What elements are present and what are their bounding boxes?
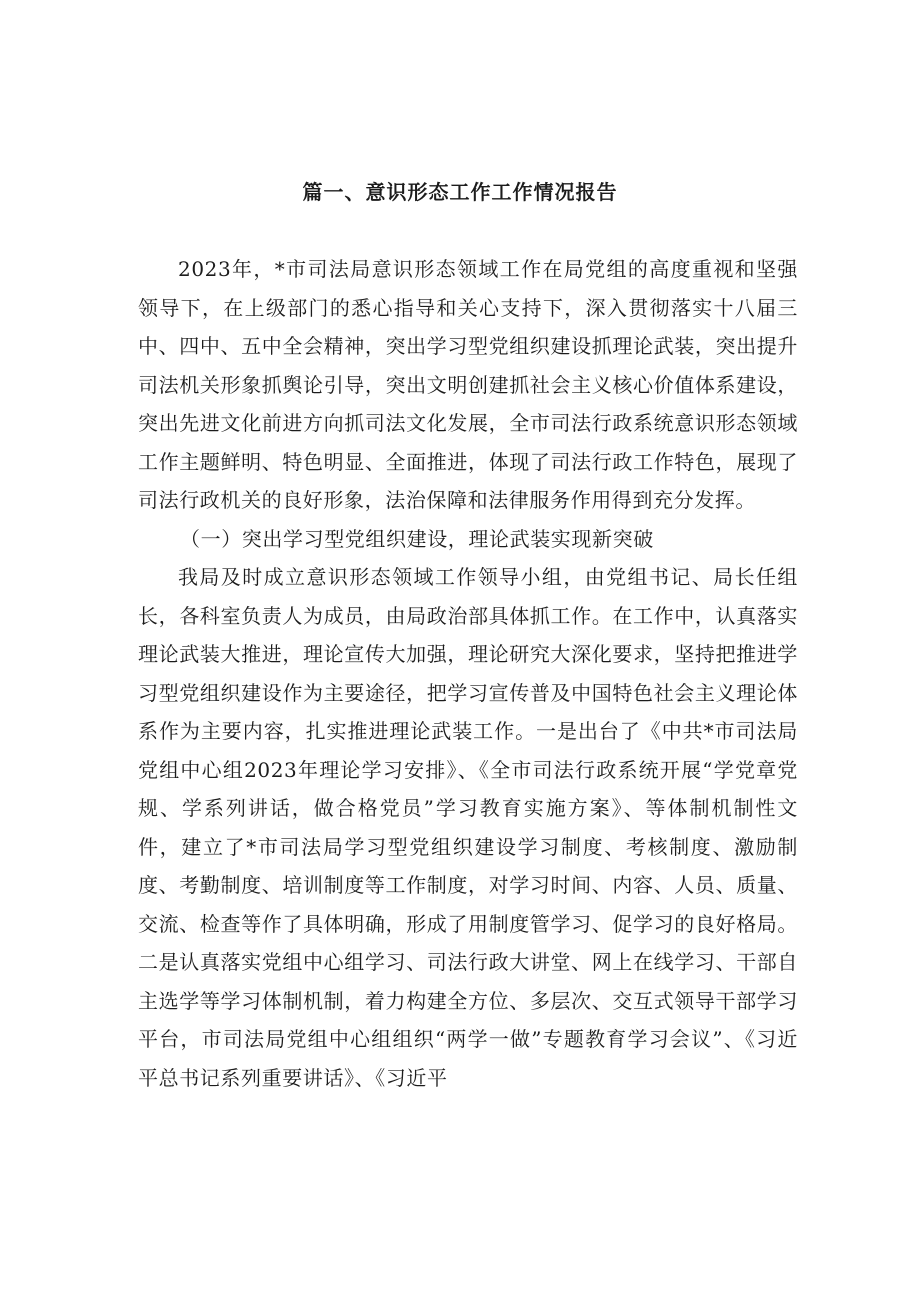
section-paragraph-1: 我局及时成立意识形态领域工作领导小组，由党组书记、局长任组长，各科室负责人为成员，由局政治部具体抓工作。在工作中，认真落实理论武装大推进，理论宣传大加强，理论研究大深化要求，坚持把推进学习型党组织建设作为主要途径，把学习宣传普及中国特色社会主义理论体系作为主要内容，扎实推进理论武装工作。一是出台了《中共*市司法局党组中心组2023年理论学习安排》、《全市司法行政系统开展“学党章党规、学系列讲话，做合格党员”学习教育实施方案》、等体制机制性文件，建立了*市司法局学习型党组织建设学习制度、考核制度、激励制度、考勤制度、培训制度等工作制度，对学习时间、内容、人员、质量、交流、检查等作了具体明确，形成了用制度管学习、促学习的良好格局。二是认真落实党组中心组学习、司法行政大讲堂、网上在线学习、干部自主选学等学习体制机制，着力构建全方位、多层次、交互式领导干部学习平台，市司法局党组中心组组织“两学一做”专题教育学习会议”、《习近平总书记系列重要讲话》、《习近平 [138, 565, 798, 1090]
document-title: 篇一、意识形态工作工作情况报告 [302, 180, 618, 204]
section-heading-1: （一）突出学习型党组织建设，理论武装实现新突破 [180, 526, 654, 551]
document-body [138, 250, 798, 1097]
intro-paragraph: 2023年，*市司法局意识形态领域工作在局党组的高度重视和坚强领导下，在上级部门的悉心指导和关心支持下，深入贯彻落实十八届三中、四中、五中全会精神，突出学习型党组织建设抓理论武装，突出提升司法机关形象抓舆论引导，突出文明创建抓社会主义核心价值体系建设，突出先进文化前进方向抓司法文化发展，全市司法行政系统意识形态领域工作主题鲜明、特色明显、全面推进，体现了司法行政工作特色，展现了司法行政机关的良好形象，法治保障和法律服务作用得到充分发挥。 [138, 257, 798, 512]
